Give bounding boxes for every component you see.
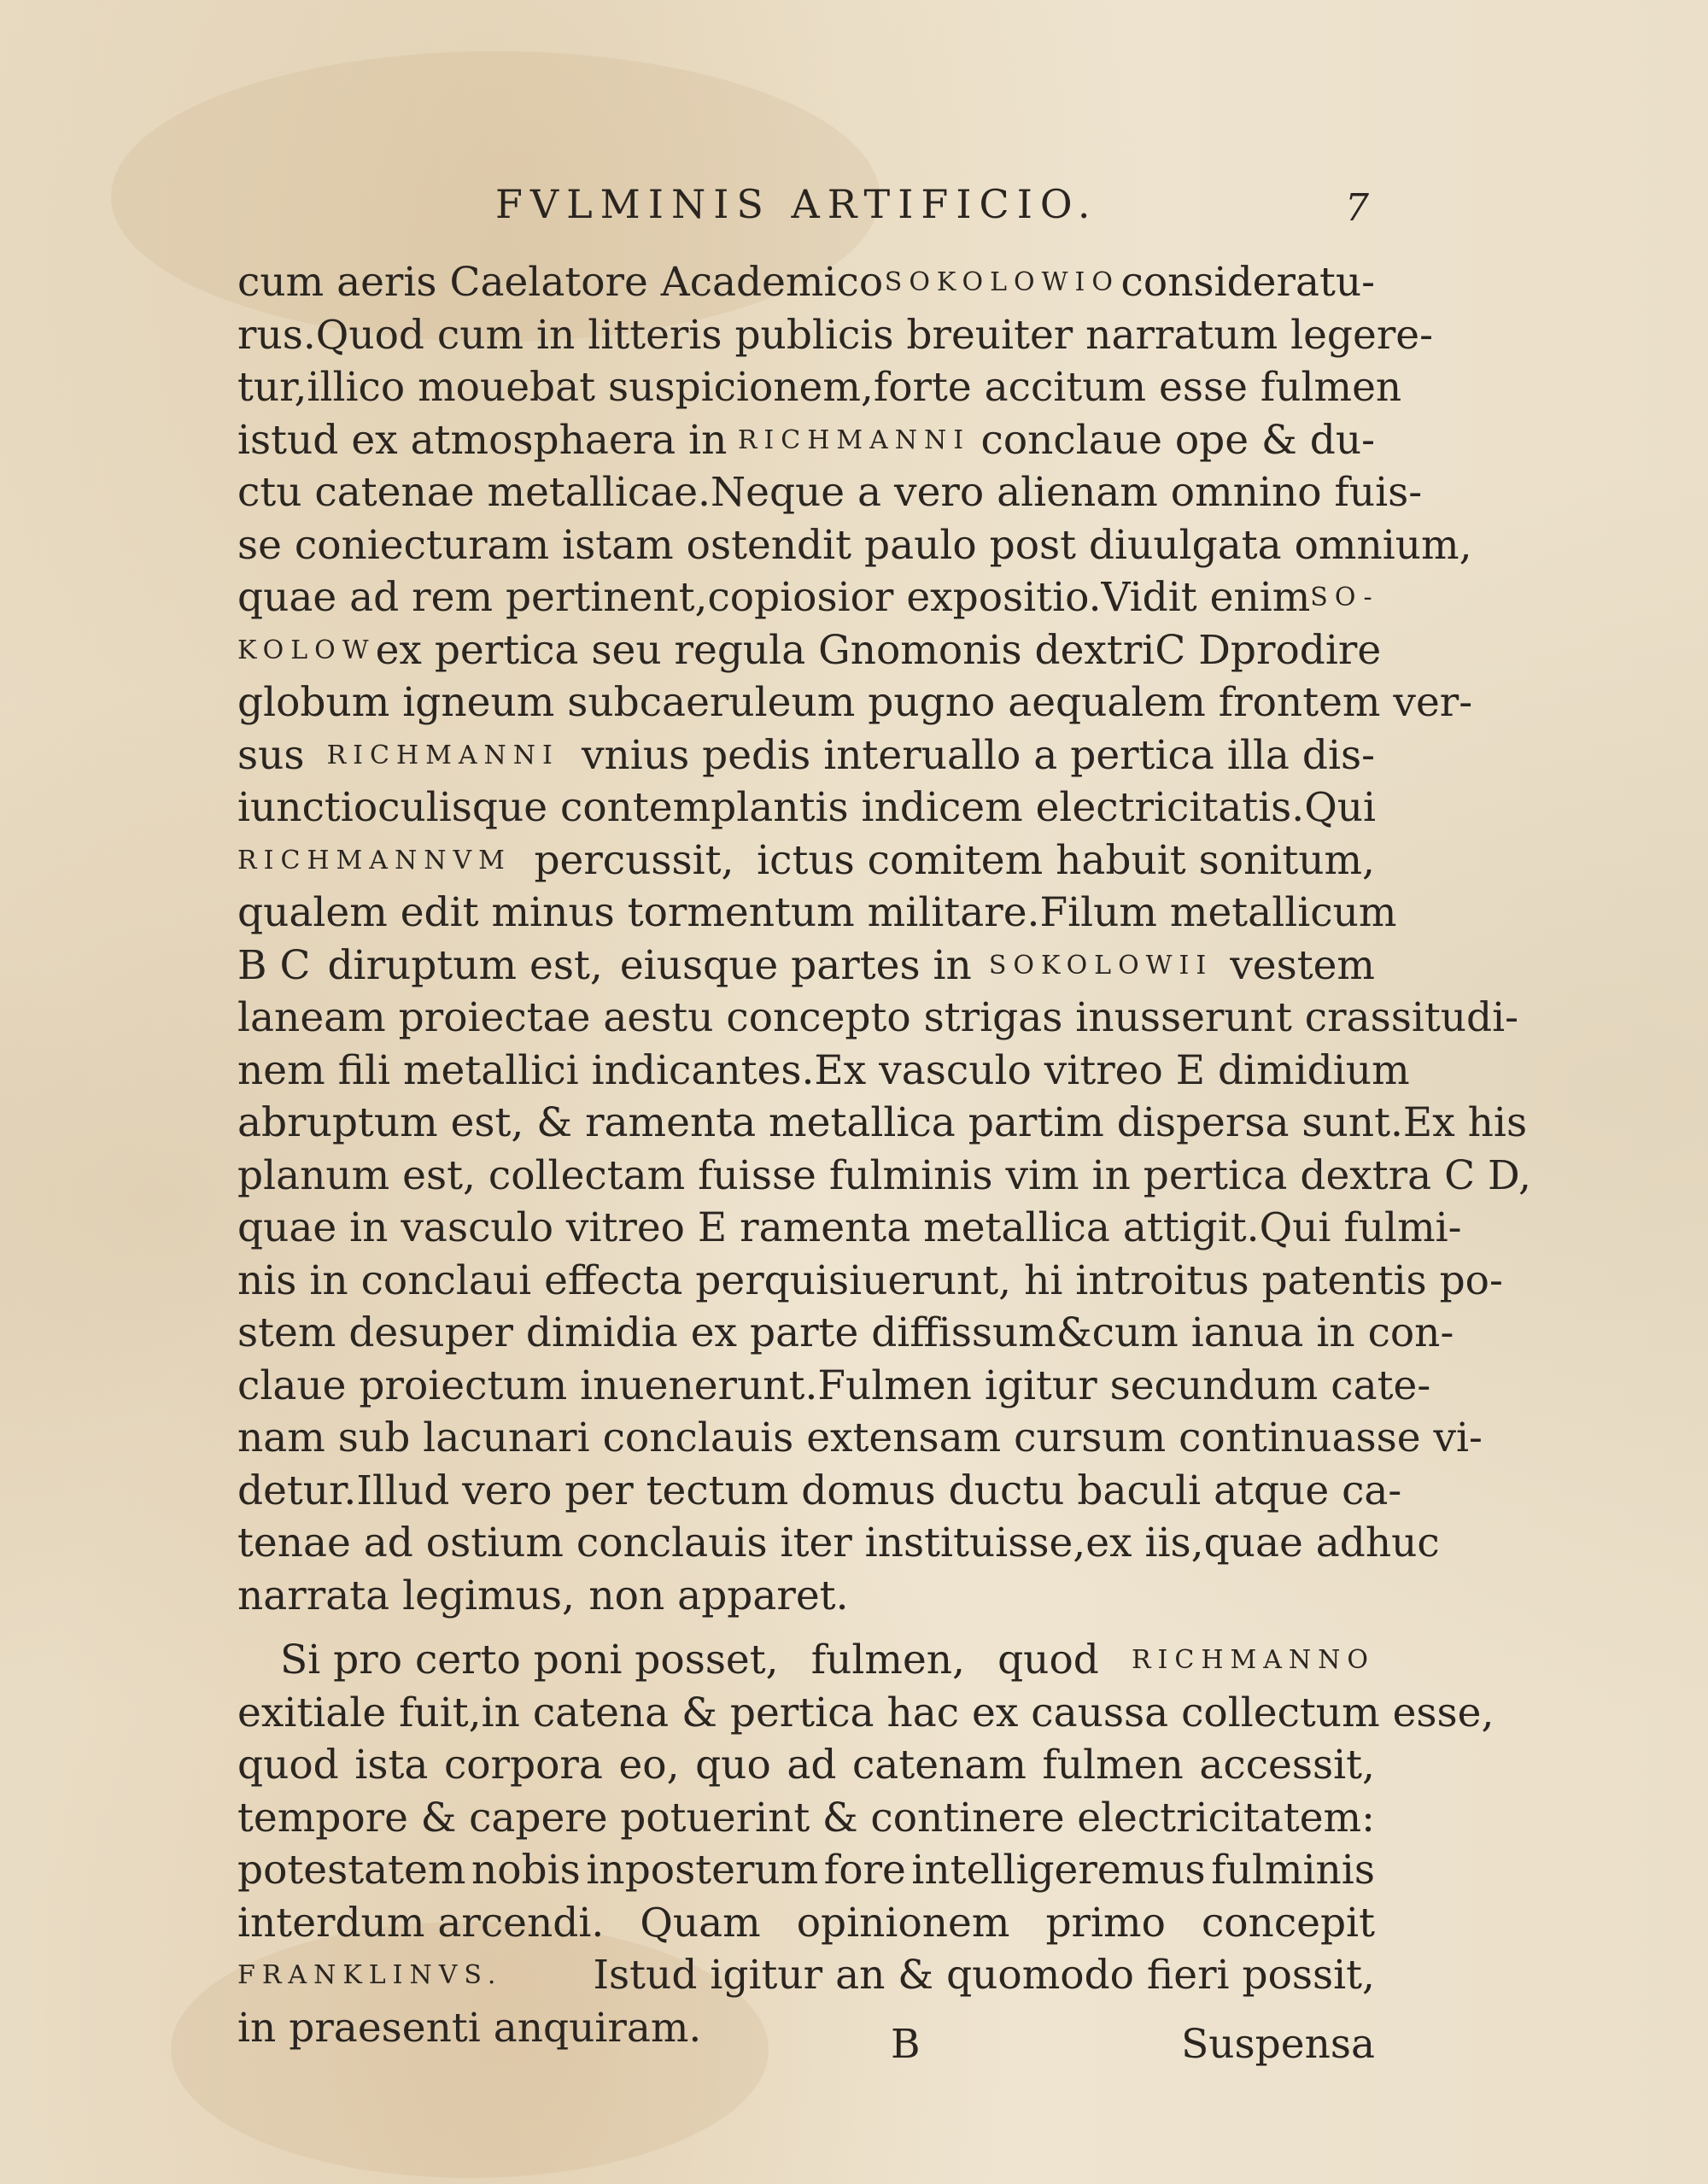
text-segment: exitiale fuit,	[237, 1689, 482, 1736]
small-caps-name: SOKOLOWIO	[884, 267, 1120, 297]
text-segment: electricitatem:	[1077, 1794, 1375, 1841]
text-segment: potuerint	[620, 1794, 810, 1841]
text-segment: abruptum est, & ramenta metallica partim dispersa sunt.	[237, 1099, 1403, 1146]
text-segment: tur,	[237, 364, 307, 411]
text-segment: quae in vasculo vitreo E ramenta metallica attigit.	[237, 1204, 1260, 1251]
text-segment: quo	[695, 1742, 771, 1789]
text-segment: diruptum est,	[327, 941, 603, 989]
running-title: FVLMINIS ARTIFICIO.	[495, 181, 1098, 227]
text-segment: in catena & pertica hac ex caussa collectum esse,	[481, 1689, 1494, 1736]
text-segment: tempore	[237, 1794, 408, 1841]
text-segment: Qui	[1304, 784, 1377, 831]
text-segment: primo	[1045, 1899, 1166, 1947]
small-caps-name: KOLOW	[237, 635, 376, 665]
text-segment: non apparet.	[588, 1572, 849, 1619]
text-segment: tenae ad ostium conclauis iter instituisse,	[237, 1519, 1086, 1566]
text-segment: eiusque partes in	[619, 941, 972, 989]
text-line	[237, 940, 1375, 992]
small-caps-name: RICHMANNO	[1131, 1645, 1375, 1675]
text-line	[237, 1844, 1375, 1897]
text-segment: consideratu-	[1120, 259, 1375, 306]
text-segment: intelligeremus	[911, 1847, 1206, 1894]
text-segment: nobis	[471, 1847, 581, 1894]
small-caps-name: RICHMANNI	[326, 740, 559, 770]
text-line	[237, 309, 1433, 362]
text-segment: istud ex atmosphaera in	[237, 416, 728, 464]
text-segment: Fulmen igitur secundum cate-	[817, 1361, 1431, 1409]
text-line	[237, 676, 1473, 729]
small-caps-name: SO-	[1310, 583, 1379, 612]
text-line	[237, 256, 1375, 309]
page-number: 7	[1345, 186, 1369, 230]
text-segment: C D	[1155, 626, 1231, 674]
text-segment: ad	[787, 1742, 837, 1789]
text-segment: Filum metallicum	[1039, 889, 1397, 936]
text-segment: rus.	[237, 311, 316, 359]
text-segment: Si pro certo poni posset,	[280, 1637, 779, 1683]
text-segment: copiosior expositio.	[707, 574, 1102, 621]
text-segment: forte accitum esse fulmen	[873, 364, 1402, 411]
text-segment: cum ianua in con-	[1091, 1309, 1454, 1356]
text-segment: Istud igitur an & quomodo fieri possit,	[593, 1952, 1375, 1999]
text-line	[237, 1517, 1440, 1570]
text-line	[237, 1897, 1375, 1950]
text-segment: capere	[469, 1794, 608, 1841]
text-segment: vestem	[1230, 941, 1375, 989]
text-segment: oculisque contemplantis indicem electricitatis.	[353, 784, 1305, 831]
text-line	[237, 1465, 1402, 1518]
text-segment: accessit,	[1199, 1742, 1375, 1789]
text-segment: se coniecturam istam ostendit paulo post diuulgata omnium,	[237, 521, 1472, 569]
text-segment: Neque a vero alienam omnino fuis-	[711, 469, 1423, 516]
text-segment: Vidit enim	[1101, 574, 1311, 621]
text-line	[237, 1097, 1528, 1150]
text-line	[237, 624, 1382, 677]
text-line	[237, 834, 1375, 887]
text-segment: percussit,	[534, 836, 734, 884]
text-segment: potestatem	[237, 1847, 466, 1894]
text-segment: Ex his	[1402, 1099, 1528, 1146]
text-segment: qualem edit minus tormentum militare.	[237, 889, 1040, 936]
text-line	[237, 1360, 1431, 1413]
text-line	[237, 1412, 1483, 1465]
text-segment: quod	[237, 1742, 339, 1789]
text-line	[237, 1634, 1375, 1687]
paragraph-1	[237, 256, 1531, 1622]
text-segment: ctu catenae metallicae.	[237, 469, 711, 516]
text-line	[237, 1687, 1494, 1740]
text-line	[237, 782, 1375, 834]
text-line	[237, 1792, 1375, 1845]
text-segment: ictus comitem habuit sonitum,	[757, 836, 1375, 884]
text-segment: corpora	[443, 1742, 603, 1789]
text-segment: &	[822, 1794, 858, 1841]
text-line	[237, 519, 1472, 572]
text-segment: ex pertica seu regula Gnomonis dextri	[375, 626, 1155, 674]
catchword: Suspensa	[1181, 2021, 1375, 2068]
text-segment: quod	[997, 1637, 1099, 1683]
text-segment: fulminis	[1211, 1847, 1375, 1894]
text-line	[237, 992, 1519, 1045]
text-segment: inposterum	[586, 1847, 819, 1894]
small-caps-name: SOKOLOWII	[988, 950, 1214, 981]
text-segment: catenam	[851, 1742, 1027, 1789]
text-line	[237, 887, 1397, 940]
text-segment: continere	[870, 1794, 1065, 1841]
paragraph-2	[237, 1634, 1494, 2054]
text-segment: nam sub lacunari conclauis extensam cursum continuasse vi-	[237, 1414, 1483, 1461]
text-segment: Quod cum in litteris publicis breuiter narratum legere-	[315, 311, 1433, 359]
text-segment: cum aeris Caelatore Academico	[237, 259, 884, 306]
text-line	[237, 571, 1379, 624]
signature-mark: B	[891, 2021, 921, 2068]
body-text	[237, 256, 1531, 2054]
text-line	[237, 1150, 1531, 1203]
text-segment: opinionem	[796, 1899, 1010, 1947]
text-segment: quae ad rem pertinent,	[237, 574, 708, 621]
text-segment: Illud vero per tectum domus ductu baculi atque ca-	[356, 1467, 1402, 1514]
text-segment: concepit	[1201, 1899, 1375, 1947]
text-line	[237, 1949, 1375, 2002]
text-segment: laneam proiectae aestu concepto strigas inusserunt crassitudi-	[237, 994, 1519, 1041]
text-segment: in praesenti anquiram.	[237, 2004, 702, 2052]
text-segment: globum igneum subcaeruleum pugno aequalem frontem ver-	[237, 679, 1473, 726]
text-line	[237, 466, 1423, 519]
text-segment: interdum arcendi.	[237, 1899, 605, 1947]
text-segment: planum est, collectam fuisse fulminis vim in pertica dextra C D,	[237, 1151, 1531, 1199]
page-footer	[237, 2021, 1375, 2072]
text-line	[237, 729, 1375, 782]
text-segment: detur.	[237, 1467, 357, 1514]
text-segment: &	[1056, 1309, 1092, 1356]
text-segment: illico mouebat suspicionem,	[307, 364, 874, 411]
text-line	[237, 414, 1375, 467]
text-line	[237, 1255, 1503, 1308]
text-line	[237, 1570, 1375, 1623]
text-segment: fore	[823, 1847, 906, 1894]
text-segment: Quam	[640, 1899, 761, 1947]
text-segment: &	[420, 1794, 457, 1841]
text-segment: B C	[237, 941, 311, 989]
text-segment: ex iis,	[1085, 1519, 1204, 1566]
text-segment: sus	[237, 731, 305, 779]
text-segment: stem desuper dimidia ex parte diffissum	[237, 1309, 1056, 1356]
text-segment: ista	[354, 1742, 429, 1789]
text-segment: fulmen,	[810, 1637, 965, 1683]
text-segment: fulmen	[1042, 1742, 1184, 1789]
small-caps-name: RICHMANNVM	[237, 845, 512, 875]
text-segment: Qui fulmi-	[1259, 1204, 1462, 1251]
text-line	[237, 1739, 1375, 1792]
small-caps-name: FRANKLINVS.	[237, 1960, 503, 1990]
text-segment: nem fili metallici indicantes.	[237, 1046, 815, 1094]
text-segment: quae adhuc	[1203, 1519, 1440, 1566]
text-segment: Ex vasculo vitreo E dimidium	[814, 1046, 1410, 1094]
text-segment: claue proiectum inuenerunt.	[237, 1361, 818, 1409]
text-segment: nis in conclaui effecta perquisiuerunt, hi introitus patentis po-	[237, 1256, 1503, 1304]
text-line	[237, 1045, 1410, 1098]
text-line	[237, 1202, 1462, 1255]
text-segment: iuncti	[237, 784, 354, 831]
text-segment: narrata legimus,	[237, 1572, 575, 1619]
text-line	[237, 361, 1402, 414]
text-segment: vnius pedis interuallo a pertica illa dis-	[581, 731, 1375, 779]
text-line	[237, 1307, 1454, 1360]
text-segment: eo,	[618, 1742, 680, 1789]
text-segment: conclaue ope & du-	[980, 416, 1375, 464]
text-segment: prodire	[1230, 626, 1382, 674]
small-caps-name: RICHMANNI	[737, 425, 971, 455]
